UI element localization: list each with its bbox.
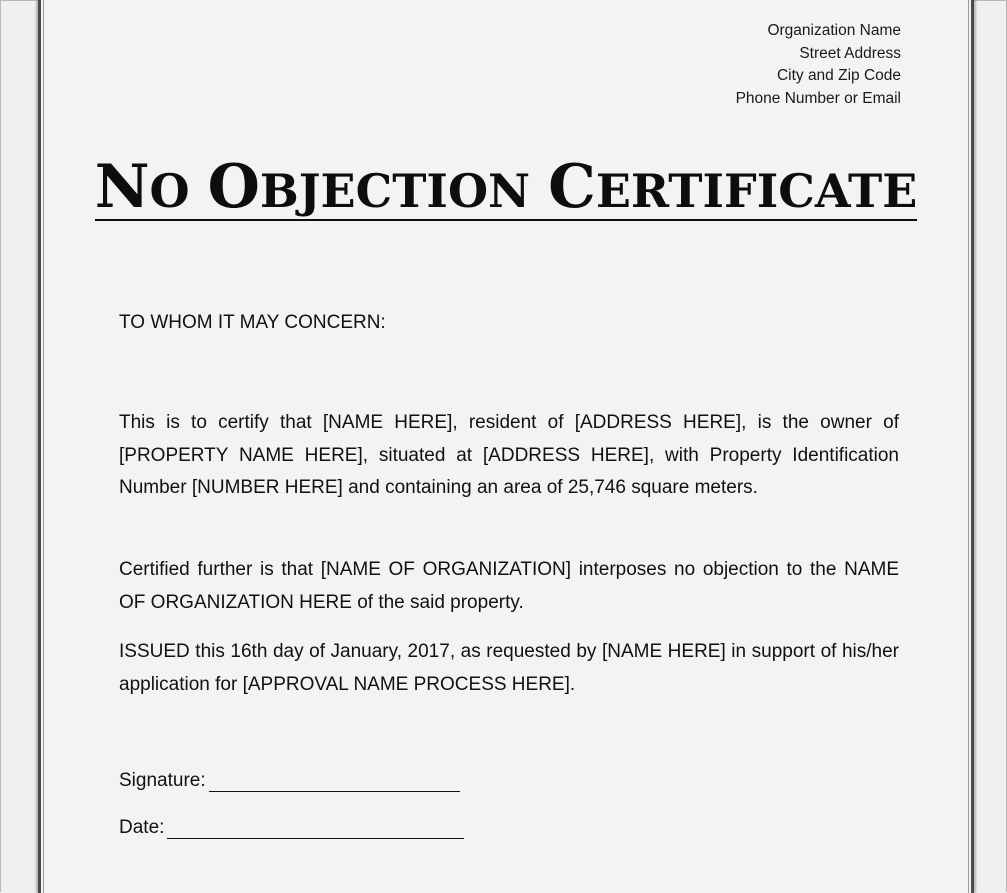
contact-info: Phone Number or Email	[735, 89, 901, 107]
organization-info	[736, 20, 901, 110]
street-address: Street Address	[799, 44, 901, 62]
signature-line[interactable]	[209, 771, 460, 792]
document-page	[38, 0, 974, 893]
organization-name: Organization Name	[767, 22, 901, 39]
paragraph-issued: ISSUED this 16th day of January, 2017, as requested by [NAME HERE] in support of his/her application for [APPROVAL NAME PROCESS HERE].	[119, 641, 899, 695]
title-word-objection: OBJECTION	[207, 152, 531, 222]
certificate-title	[41, 152, 971, 222]
title-underlined	[94, 152, 918, 222]
paragraph-ownership: This is to certify that [NAME HERE], resident of [ADDRESS HERE], is the owner of [PROPERTY NAME HERE], situated at [ADDRESS HERE], with Property Identification Number [NUMBER HERE] and containing an area of 25,746 square meters.	[119, 412, 899, 499]
date-line[interactable]	[167, 818, 464, 839]
signature-label: Signature:	[119, 770, 206, 791]
date-row	[119, 817, 464, 839]
title-word-certificate: CERTIFICATE	[548, 152, 918, 222]
paragraph-no-objection: Certified further is that [NAME OF ORGANIZATION] interposes no objection to the NAME OF ORGANIZATION HERE of the said property.	[119, 559, 899, 613]
date-label: Date:	[119, 817, 165, 838]
salutation: TO WHOM IT MAY CONCERN:	[119, 312, 386, 333]
signature-row	[119, 770, 460, 792]
title-word-no: NO	[94, 152, 190, 222]
city-zip: City and Zip Code	[776, 67, 901, 84]
